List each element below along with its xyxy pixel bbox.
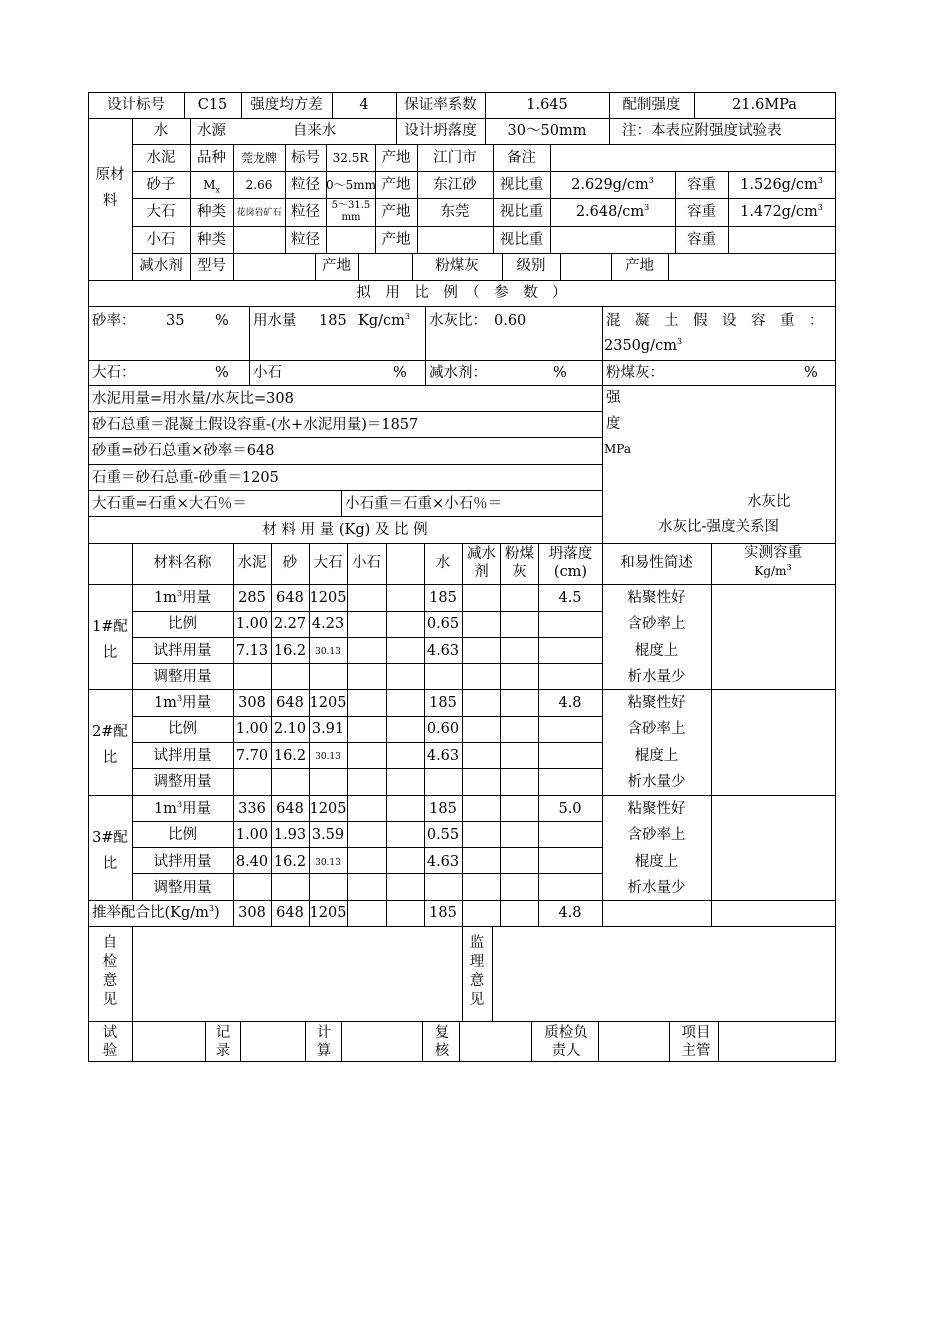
qc-label: 质检负责人 bbox=[544, 1025, 588, 1059]
workability-line: 粘聚性好 bbox=[627, 695, 686, 711]
cell-m3: 185 bbox=[429, 695, 457, 711]
cell-ratio: 4.23 bbox=[311, 616, 345, 633]
sand-bd-sup: 3 bbox=[817, 176, 823, 186]
supervision-label: 监理意见 bbox=[469, 935, 485, 1008]
stone-sg-sup: 3 bbox=[644, 203, 650, 213]
recommended-label-text: 推举配合比(Kg/m bbox=[92, 905, 209, 921]
strength-axis-unit: MPa bbox=[604, 442, 631, 456]
design-grade-value: C15 bbox=[197, 97, 228, 113]
cell-m3: 648 bbox=[276, 695, 304, 711]
col-workability: 和易性简述 bbox=[620, 555, 693, 571]
mx-sub: x bbox=[215, 185, 220, 195]
sand-bd-value: 1.526g/cm bbox=[740, 177, 818, 193]
col-admix: 减水剂 bbox=[467, 546, 496, 580]
size-label: 粒径 bbox=[291, 177, 320, 193]
chart-title: 水灰比-强度关系图 bbox=[658, 519, 779, 535]
cell-ratio: 1.00 bbox=[235, 827, 269, 844]
cell-trial: 16.2 bbox=[273, 853, 307, 870]
cement-origin: 江门市 bbox=[433, 150, 477, 166]
design-grade-label: 设计标号 bbox=[107, 97, 165, 113]
workability-line: 棍度上 bbox=[634, 853, 679, 870]
usage-title: 材 料 用 量 (Kg) 及 比 例 bbox=[262, 522, 428, 538]
mx-label bbox=[190, 179, 233, 193]
cement-grade: 32.5R bbox=[332, 151, 369, 165]
sand-sg-value: 2.629g/cm bbox=[571, 177, 649, 193]
mx-value: 2.66 bbox=[245, 178, 273, 192]
stone-bd-value: 1.472g/cm bbox=[740, 204, 818, 220]
recommended-label bbox=[92, 905, 220, 922]
cell-trial: 30.13 bbox=[315, 751, 341, 762]
sand-sg-label: 视比重 bbox=[499, 177, 544, 193]
cell-trial: 7.70 bbox=[235, 747, 269, 764]
col-slump: 坍落度(cm) bbox=[548, 546, 593, 580]
small-stone-sg-label: 视比重 bbox=[499, 232, 544, 248]
cell-m3: 648 bbox=[276, 590, 304, 606]
m3-text: 1m bbox=[153, 801, 177, 817]
pm-label: 项目主管 bbox=[681, 1025, 711, 1059]
cell-m3: 308 bbox=[238, 695, 266, 711]
concrete-weight-label: 混 凝 土 假 设 容 重 ： bbox=[606, 313, 824, 329]
row-label-trial: 试拌用量 bbox=[153, 642, 212, 659]
raw-materials-label: 原材料 bbox=[95, 167, 125, 209]
col-big-stone: 大石 bbox=[313, 555, 343, 571]
workability-line: 棍度上 bbox=[634, 747, 679, 764]
recommended-water: 185 bbox=[429, 905, 457, 921]
test-label: 试验 bbox=[102, 1025, 118, 1059]
wc-axis-label: 水灰比 bbox=[747, 494, 791, 510]
row-label-trial: 试拌用量 bbox=[153, 853, 212, 870]
cell-trial: 4.63 bbox=[426, 853, 460, 870]
m3-suffix: 用量 bbox=[182, 801, 212, 817]
stone-size: 5～31.5mm bbox=[331, 200, 371, 223]
cell-trial: 16.2 bbox=[273, 642, 307, 659]
sand-origin: 东江砂 bbox=[433, 177, 477, 193]
strength-axis-2: 度 bbox=[606, 416, 621, 432]
calc-small-stone: 小石重＝石重×小石％＝ bbox=[345, 496, 503, 512]
small-stone-pct: % bbox=[393, 365, 407, 381]
col-material: 材料名称 bbox=[153, 555, 212, 571]
sand-ratio-label: 砂率： bbox=[92, 313, 136, 329]
calc-sand: 砂重=砂石总重×砂率＝648 bbox=[92, 443, 275, 459]
recommended-cement: 308 bbox=[238, 905, 266, 921]
stone-sg-label: 视比重 bbox=[499, 204, 544, 220]
cell-trial: 16.2 bbox=[273, 747, 307, 764]
water-use-unit bbox=[358, 313, 410, 330]
small-stone-bd-label: 容重 bbox=[687, 232, 716, 248]
water-source-label: 水源 bbox=[197, 123, 226, 139]
row-label-trial: 试拌用量 bbox=[153, 747, 212, 764]
water-label: 水 bbox=[153, 123, 169, 139]
grade-label: 标号 bbox=[291, 150, 320, 166]
stone-sg-value: 2.648/cm bbox=[575, 204, 645, 220]
admix-origin-label: 产地 bbox=[322, 258, 351, 274]
cell-m3: 185 bbox=[429, 590, 457, 606]
cell-ratio: 1.93 bbox=[273, 827, 307, 844]
recommended-stone: 1205 bbox=[309, 905, 347, 921]
cell-ratio: 2.10 bbox=[273, 721, 307, 738]
water-use-label: 用水量 bbox=[253, 313, 297, 329]
stone-type-label: 种类 bbox=[197, 204, 226, 220]
cell-ratio: 3.59 bbox=[311, 827, 345, 844]
model-label: 型号 bbox=[197, 258, 226, 274]
cell-slump: 5.0 bbox=[558, 801, 582, 817]
col-measured-unit bbox=[711, 565, 835, 579]
cell-m3: 648 bbox=[276, 801, 304, 817]
cell-ratio: 0.65 bbox=[426, 616, 460, 633]
stone-origin: 东莞 bbox=[440, 204, 470, 220]
calc-sand-stone-total: 砂石总重＝混凝土假设容重-(水+水泥用量)＝1857 bbox=[92, 417, 419, 433]
calc-label: 计算 bbox=[316, 1025, 332, 1059]
guarantee-label: 保证率系数 bbox=[404, 97, 477, 113]
flyash-pct-label: 粉煤灰： bbox=[606, 365, 664, 381]
concrete-weight-sup: 3 bbox=[676, 337, 683, 347]
m3-suffix: 用量 bbox=[182, 695, 212, 711]
workability-line: 析水量少 bbox=[627, 668, 686, 685]
record-label: 记录 bbox=[215, 1025, 231, 1059]
row-label-adjust: 调整用量 bbox=[153, 773, 212, 790]
water-unit-sup: 3 bbox=[404, 312, 410, 322]
small-stone-pct-label: 小石 bbox=[253, 365, 282, 381]
remark-label: 备注 bbox=[507, 150, 536, 166]
sand-label: 砂子 bbox=[146, 177, 176, 193]
sand-origin-label: 产地 bbox=[381, 177, 411, 193]
recommended-slump: 4.8 bbox=[558, 905, 582, 921]
row-label-adjust: 调整用量 bbox=[153, 879, 212, 896]
cell-m3: 285 bbox=[238, 590, 266, 606]
cell-trial: 7.13 bbox=[235, 642, 269, 659]
m3-sup: 3 bbox=[176, 800, 183, 810]
note-text: 注：本表应附强度试验表 bbox=[622, 123, 782, 139]
strength-axis-1: 强 bbox=[606, 390, 621, 406]
calc-cement: 水泥用量=用水量/水灰比=308 bbox=[92, 391, 294, 407]
workability-line: 粘聚性好 bbox=[627, 590, 686, 606]
std-dev-label: 强度均方差 bbox=[250, 97, 323, 113]
calc-stone: 石重＝砂石总重-砂重＝1205 bbox=[92, 470, 279, 486]
cell-m3: 1205 bbox=[309, 590, 347, 606]
m3-text: 1m bbox=[153, 590, 177, 606]
design-slump-value: 30～50mm bbox=[507, 123, 587, 139]
stone-label: 大石 bbox=[146, 204, 176, 220]
measured-unit-text: Kg/m bbox=[754, 564, 787, 578]
m3-suffix: 用量 bbox=[182, 590, 212, 606]
mix-label: 1#配比 bbox=[92, 619, 128, 661]
stone-sg bbox=[550, 204, 675, 221]
small-stone-type-label: 种类 bbox=[197, 232, 226, 248]
m3-sup: 3 bbox=[176, 589, 183, 599]
sand-bd bbox=[728, 177, 835, 194]
m3-text: 1m bbox=[153, 695, 177, 711]
admix-label: 减水剂 bbox=[139, 258, 183, 274]
row-label-m3 bbox=[132, 590, 233, 607]
sand-ratio-pct: % bbox=[215, 313, 229, 329]
sand-bd-label: 容重 bbox=[687, 177, 716, 193]
cell-slump: 4.8 bbox=[558, 695, 582, 711]
sand-sg bbox=[550, 177, 675, 194]
workability-line: 含砂率上 bbox=[627, 827, 686, 844]
origin-label: 产地 bbox=[381, 150, 411, 166]
cell-trial: 30.13 bbox=[315, 857, 341, 868]
cell-trial: 8.40 bbox=[235, 853, 269, 870]
row-label-m3 bbox=[132, 801, 233, 818]
m3-sup: 3 bbox=[176, 694, 183, 704]
variety-label: 品种 bbox=[197, 150, 226, 166]
level-label: 级别 bbox=[516, 258, 546, 274]
col-sand: 砂 bbox=[282, 555, 298, 571]
cement-label: 水泥 bbox=[146, 150, 176, 166]
cell-slump: 4.5 bbox=[558, 590, 582, 606]
self-check-label: 自检意见 bbox=[102, 935, 118, 1008]
admix-pct: % bbox=[553, 365, 567, 381]
cell-ratio: 0.55 bbox=[426, 827, 460, 844]
cell-ratio: 1.00 bbox=[235, 616, 269, 633]
row-label-ratio: 比例 bbox=[168, 721, 197, 738]
mix-label: 3#配比 bbox=[92, 830, 128, 872]
stone-size-label: 粒径 bbox=[291, 204, 320, 220]
design-slump-label: 设计坍落度 bbox=[404, 123, 477, 139]
small-stone-origin-label: 产地 bbox=[381, 232, 411, 248]
cell-ratio: 2.27 bbox=[273, 616, 307, 633]
water-source-value: 自来水 bbox=[292, 123, 337, 139]
small-stone-label: 小石 bbox=[146, 232, 176, 248]
mix-label: 2#配比 bbox=[92, 724, 128, 766]
review-label: 复核 bbox=[434, 1025, 450, 1059]
guarantee-value: 1.645 bbox=[526, 97, 568, 113]
workability-line: 含砂率上 bbox=[627, 721, 686, 738]
flyash-pct: % bbox=[804, 365, 818, 381]
proposed-title: 拟 用 比 例 （ 参 数 ） bbox=[356, 285, 567, 301]
cell-trial: 4.63 bbox=[426, 642, 460, 659]
stone-origin-label: 产地 bbox=[381, 204, 411, 220]
flyash-origin-label: 产地 bbox=[625, 258, 654, 274]
stone-bd-label: 容重 bbox=[687, 204, 716, 220]
stone-bd-sup: 3 bbox=[817, 203, 823, 213]
water-unit-text: Kg/cm bbox=[358, 313, 405, 329]
big-stone-pct: % bbox=[215, 365, 229, 381]
prep-strength-value: 21.6MPa bbox=[732, 97, 797, 113]
col-water: 水 bbox=[435, 555, 451, 571]
row-label-adjust: 调整用量 bbox=[153, 668, 212, 685]
col-measured: 实测容重 bbox=[744, 545, 802, 561]
col-cement: 水泥 bbox=[237, 555, 267, 571]
concrete-weight-value bbox=[604, 338, 682, 355]
row-label-ratio: 比例 bbox=[168, 827, 197, 844]
concrete-weight-text: 2350g/cm bbox=[604, 338, 677, 354]
std-dev-value: 4 bbox=[359, 97, 369, 113]
measured-unit-sup: 3 bbox=[786, 563, 792, 572]
mx-m: M bbox=[203, 178, 216, 192]
cell-m3: 1205 bbox=[309, 801, 347, 817]
prep-strength-label: 配制强度 bbox=[622, 97, 681, 113]
stone-bd bbox=[728, 204, 835, 221]
cell-trial: 4.63 bbox=[426, 747, 460, 764]
row-label-m3 bbox=[132, 695, 233, 712]
col-small-stone: 小石 bbox=[352, 555, 381, 571]
recommended-label-end: ) bbox=[214, 905, 220, 921]
workability-line: 含砂率上 bbox=[627, 616, 686, 633]
wc-label: 水灰比： bbox=[429, 313, 487, 329]
workability-line: 粘聚性好 bbox=[627, 801, 686, 817]
stone-type: 花岗岩矿石 bbox=[236, 208, 282, 218]
cell-m3: 1205 bbox=[309, 695, 347, 711]
small-stone-size-label: 粒径 bbox=[291, 232, 320, 248]
water-use-value: 185 bbox=[319, 313, 347, 329]
cell-ratio: 1.00 bbox=[235, 721, 269, 738]
calc-big-stone: 大石重=石重×大石％＝ bbox=[92, 496, 247, 512]
big-stone-pct-label: 大石： bbox=[92, 365, 136, 381]
recommended-sand: 648 bbox=[276, 905, 304, 921]
flyash-label: 粉煤灰 bbox=[435, 258, 479, 274]
wc-value: 0.60 bbox=[494, 313, 527, 329]
workability-line: 析水量少 bbox=[627, 879, 686, 896]
col-flyash: 粉煤灰 bbox=[505, 546, 534, 580]
cell-ratio: 0.60 bbox=[426, 721, 460, 738]
sand-ratio-value: 35 bbox=[166, 313, 185, 329]
workability-line: 棍度上 bbox=[634, 642, 679, 659]
sand-sg-sup: 3 bbox=[648, 176, 654, 186]
sand-size: 0～5mm bbox=[326, 178, 377, 192]
cement-brand: 莞龙牌 bbox=[240, 151, 277, 165]
cell-m3: 336 bbox=[238, 801, 266, 817]
cell-trial: 30.13 bbox=[315, 646, 341, 657]
admix-pct-label: 减水剂： bbox=[429, 365, 487, 381]
workability-line: 析水量少 bbox=[627, 773, 686, 790]
recommended-sup: 3 bbox=[208, 904, 214, 914]
row-label-ratio: 比例 bbox=[168, 616, 197, 633]
cell-ratio: 3.91 bbox=[311, 721, 345, 738]
cell-m3: 185 bbox=[429, 801, 457, 817]
